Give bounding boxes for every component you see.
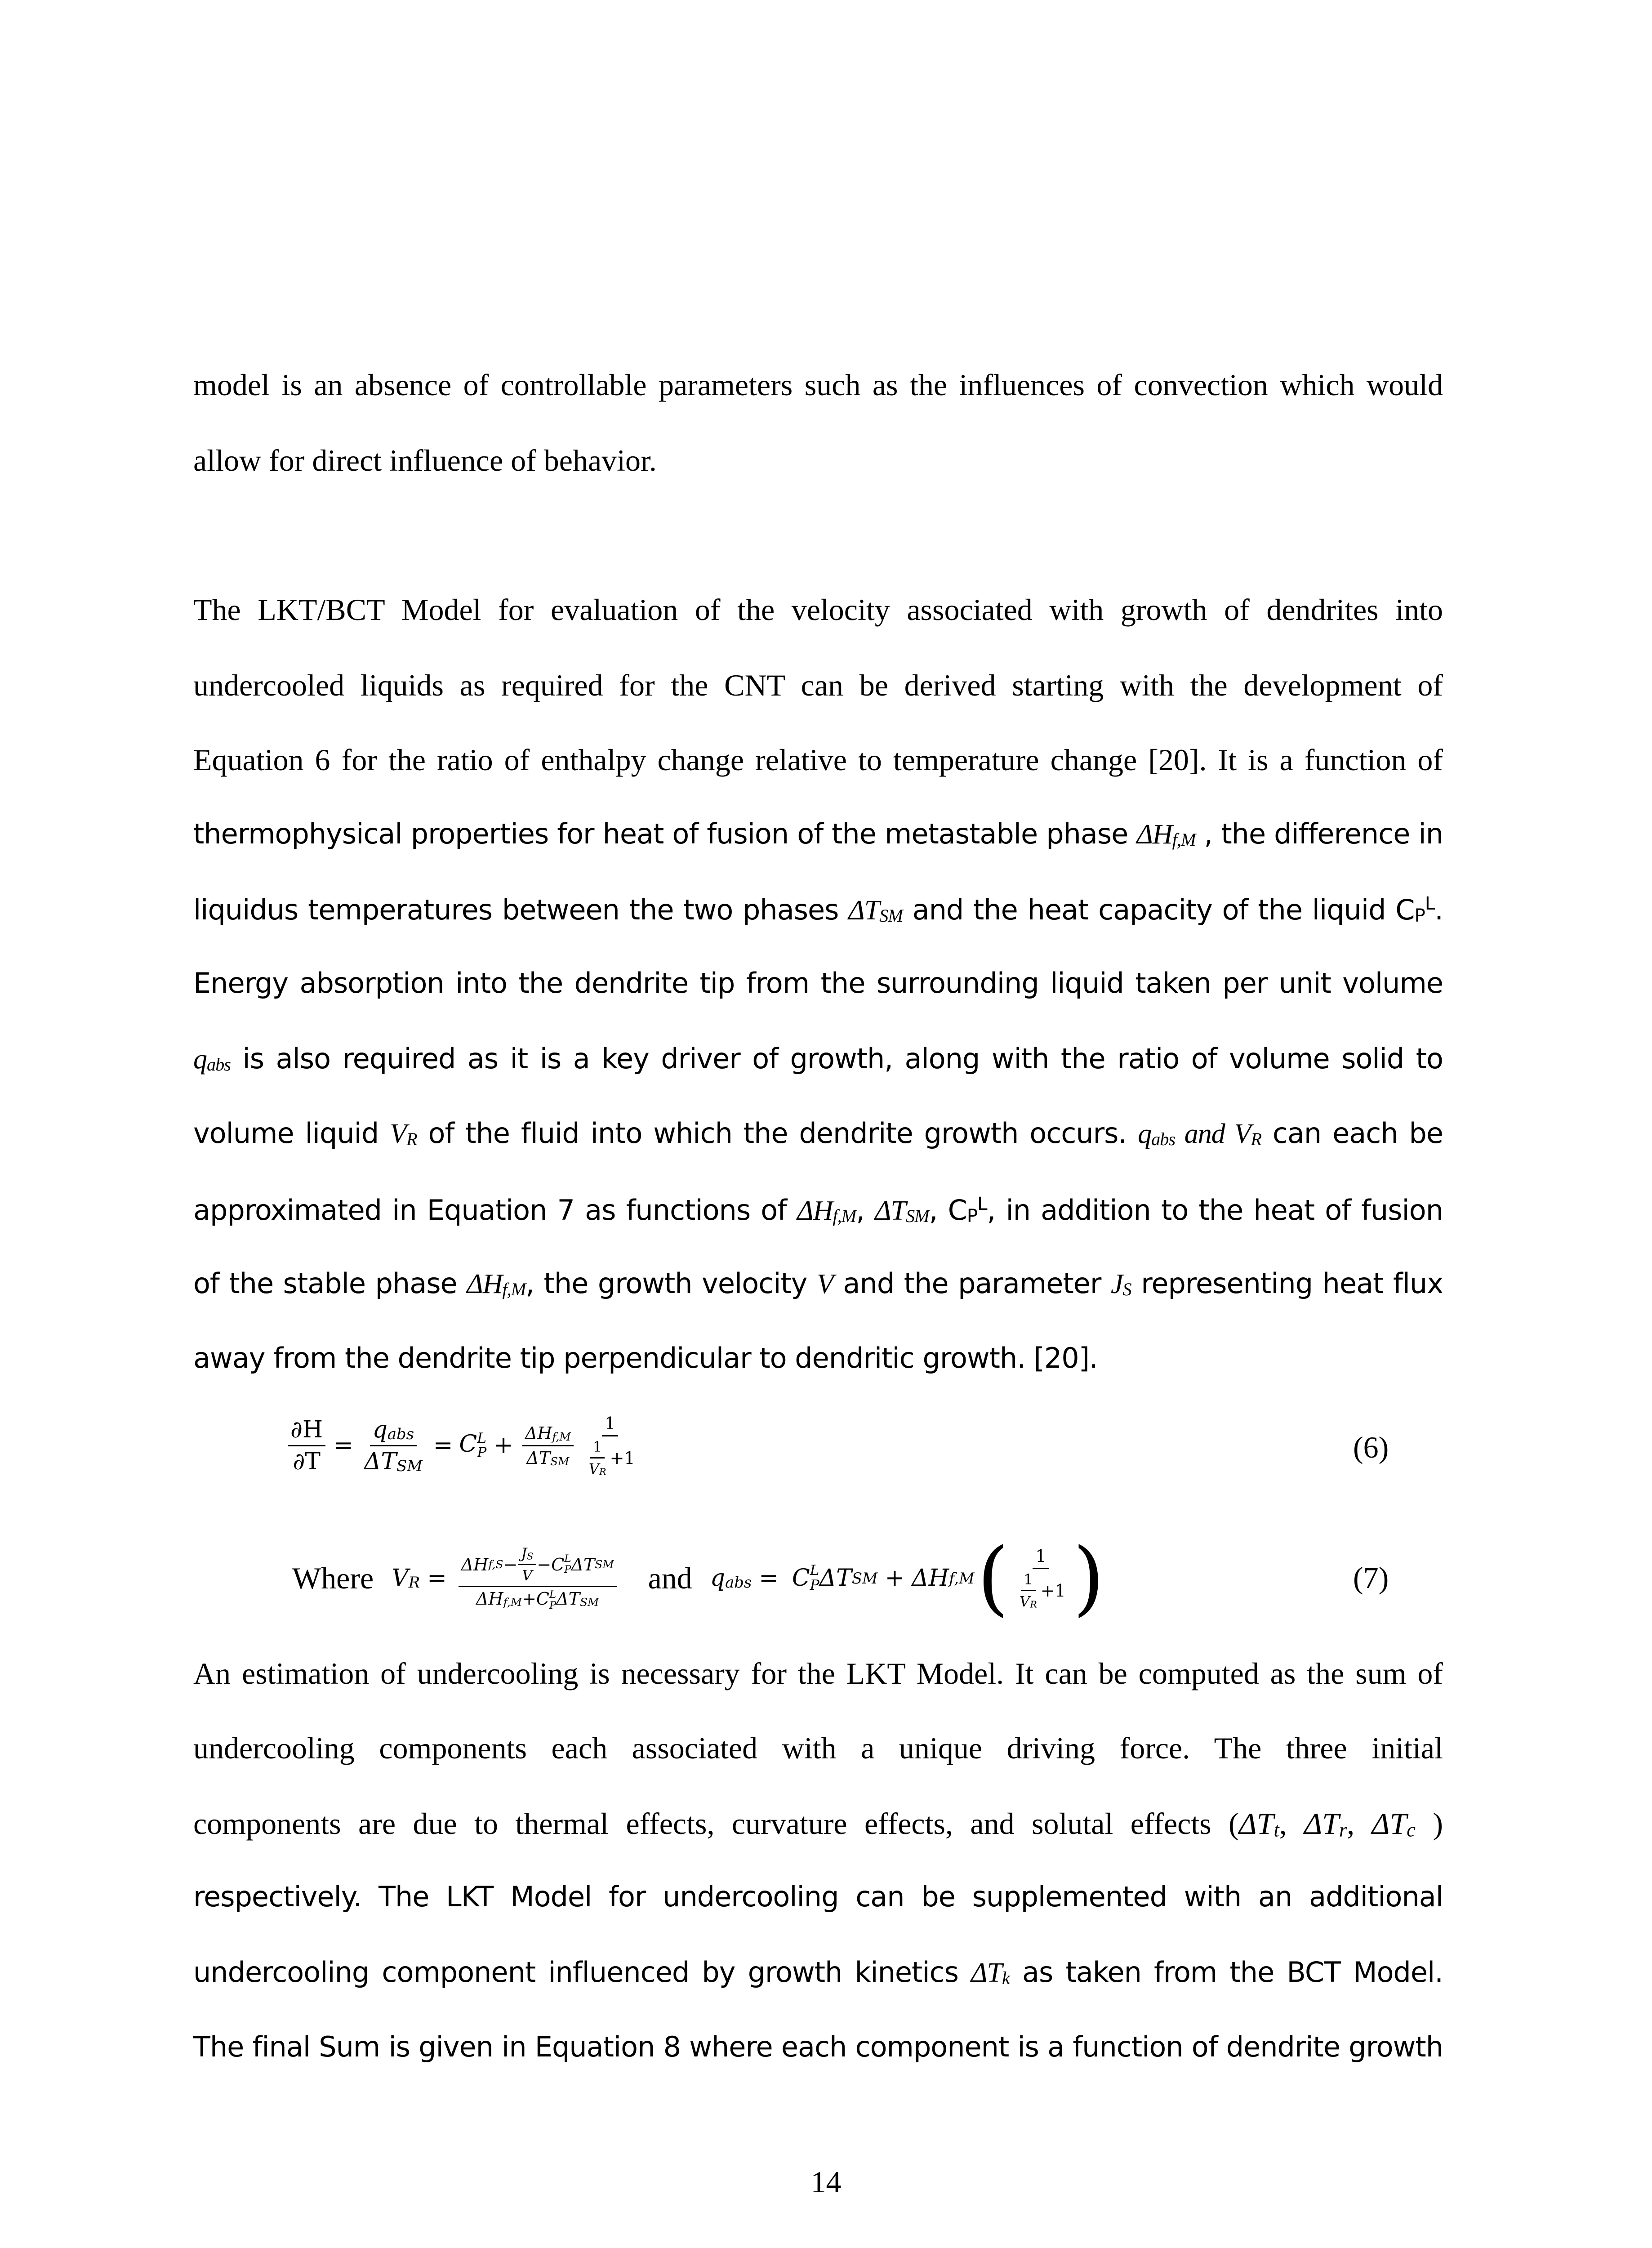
paragraph-line: undercooling components each associated with a unique driving force. The three initial bbox=[193, 1731, 1443, 1765]
eq7-vr-fraction: ΔH f,S − $\frac{JS}{V}$ − C L P ΔT SM ΔHf,M+C L P ΔTSM bbox=[459, 1545, 617, 1611]
eq7-q-fraction: 1 $\frac{1}{VR}$ +1 bbox=[1020, 1546, 1066, 1610]
eq6-vr-fraction: 1 $\frac{1}{VR}$ +1 bbox=[588, 1414, 635, 1477]
paragraph-line: Energy absorption into the dendrite tip from the surrounding liquid taken per unit volume bbox=[193, 967, 1443, 999]
paragraph-line: An estimation of undercooling is necessary for the LKT Model. It can be computed as the sum of bbox=[193, 1656, 1443, 1690]
equation-7: Where VR = ΔH f,S − $\frac{JS}{V}$ − C L P ΔT SM ΔHf,M+C L P ΔTSM and qabs = C L P ΔT SM + ΔH f,M ( 1 $\frac{1}{VR}$ +1 ) bbox=[292, 1531, 1105, 1625]
equation-6-number: (6) bbox=[1353, 1430, 1389, 1464]
equation-7-number: (7) bbox=[1353, 1561, 1389, 1595]
paragraph-line: The final Sum is given in Equation 8 where each component is a function of dendrite growth bbox=[193, 2030, 1443, 2063]
page-number: 14 bbox=[810, 2165, 842, 2199]
paragraph-line: thermophysical properties for heat of fusion of the metastable phase ΔHf,M , the difference in bbox=[193, 817, 1443, 850]
eq6-dh-fraction: $\frac{\text{ΔHf,M}}{\text{ΔTSM}}$ bbox=[522, 1423, 574, 1468]
paragraph-line: allow for direct influence of behavior. bbox=[193, 443, 657, 477]
paragraph-line: undercooling component influenced by growth kinetics ΔTk as taken from the BCT Model. bbox=[193, 1956, 1443, 1989]
paragraph-line: The LKT/BCT Model for evaluation of the velocity associated with growth of dendrites into bbox=[193, 593, 1443, 627]
paragraph-line: volume liquid VR of the fluid into which the dendrite growth occurs. qabs and VR can each be bbox=[193, 1117, 1443, 1150]
paragraph-line: away from the dendrite tip perpendicular to dendritic growth. [20]. bbox=[193, 1342, 1098, 1374]
paragraph-line: of the stable phase ΔHf,M, the growth velocity V and the parameter JS representing heat flux bbox=[193, 1267, 1443, 1300]
paragraph-line: liquidus temperatures between the two phases ΔTSM and the heat capacity of the liquid $CP^L$. bbox=[193, 893, 1443, 927]
paragraph-line: undercooled liquids as required for the CNT can be derived starting with the development of bbox=[193, 668, 1443, 702]
paragraph-line: approximated in Equation 7 as functions of ΔHf,M, ΔTSM, $CP^L$, in addition to the heat of fusion bbox=[193, 1193, 1443, 1227]
paragraph-line: qabs is also required as it is a key driver of growth, along with the ratio of volume solid to bbox=[193, 1042, 1443, 1075]
paragraph-line: respectively. The LKT Model for undercooling can be supplemented with an additional bbox=[193, 1880, 1443, 1913]
eq6-lhs-fraction: $\frac{\partial H}{\partial T}$ bbox=[288, 1416, 325, 1475]
paragraph-line: components are due to thermal effects, curvature effects, and solutal effects (ΔTt, ΔTr, ΔTc ) bbox=[193, 1806, 1443, 1841]
eq6-q-fraction: $\frac{\text{qabs}}{\text{ΔTSM}}$ bbox=[364, 1416, 423, 1475]
paragraph-line: Equation 6 for the ratio of enthalpy change relative to temperature change [20]. It is a function of bbox=[193, 743, 1443, 777]
paragraph-line: model is an absence of controllable parameters such as the influences of convection which would bbox=[193, 368, 1443, 402]
equation-6: $\frac{\partial H}{\partial T}$ = $\frac{\text{qabs}}{\text{ΔTSM}}$ = C L P + $\frac{\text{ΔHf,M}}{\text{ΔTSM}}$ 1 $\frac{1}{VR}$ +1 bbox=[283, 1407, 642, 1484]
